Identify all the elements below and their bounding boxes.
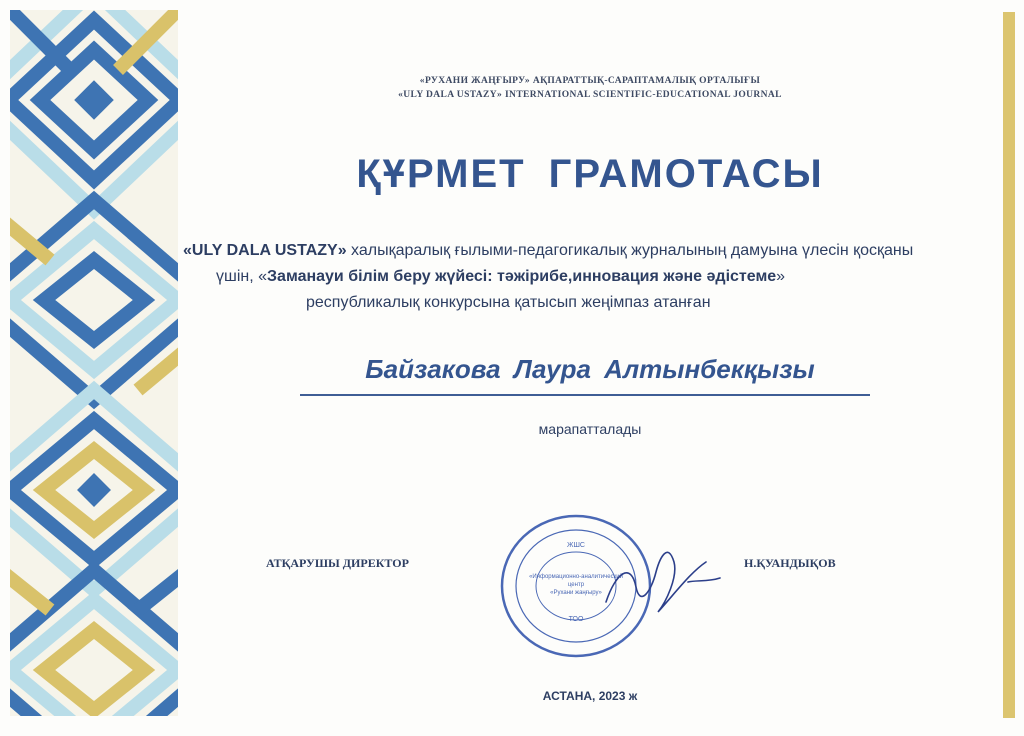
header-organization-line: «РУХАНИ ЖАҢҒЫРУ» АҚПАРАТТЫҚ-САРАПТАМАЛЫҚ ОРТАЛЫҒЫ xyxy=(419,76,761,86)
stamp-center-text-3: «Рухани жаңғыру» xyxy=(550,590,602,596)
stamp-center-text-1: «Информационно-аналитический xyxy=(529,574,623,580)
body-line-3: республикалық конкурсына қатысып жеңімпаз атанған xyxy=(306,294,711,311)
body-line-1 xyxy=(183,242,913,260)
header-journal-line: «ULY DALA USTAZY» INTERNATIONAL SCIENTIFIC-EDUCATIONAL JOURNAL xyxy=(398,90,782,100)
stamp-bottom-text: ТОО xyxy=(568,616,584,623)
director-name: Н.ҚУАНДЫҚОВ xyxy=(744,556,836,570)
recipient-name: Байзакова Лаура Алтынбекқызы xyxy=(365,354,815,384)
handwritten-signature xyxy=(596,532,726,622)
decorative-geometric-border xyxy=(10,10,178,716)
city-year: АСТАНА, 2023 ж xyxy=(542,689,638,703)
body-line-2-start: үшін, « xyxy=(216,268,268,285)
certificate-title: ҚҰРМЕТ ГРАМОТАСЫ xyxy=(356,152,824,196)
gold-edge-strip xyxy=(1003,12,1015,718)
body-line-2-end: » xyxy=(776,268,786,285)
journal-name: «ULY DALA USTAZY» xyxy=(183,242,347,259)
body-line-1-text: халықаралық ғылыми-педагогикалық журналының дамуына үлесін қосқаны xyxy=(346,242,914,259)
stamp-center-text-2: центр xyxy=(567,582,585,588)
name-underline xyxy=(300,394,870,396)
director-title: АТҚАРУШЫ ДИРЕКТОР xyxy=(266,556,409,570)
contest-name: Заманауи білім беру жүйесі: тәжірибе,инновация және әдістеме xyxy=(267,268,777,285)
body-line-2 xyxy=(216,268,785,286)
award-text: марапатталады xyxy=(538,421,642,437)
stamp-top-text: ЖШС xyxy=(567,542,585,549)
